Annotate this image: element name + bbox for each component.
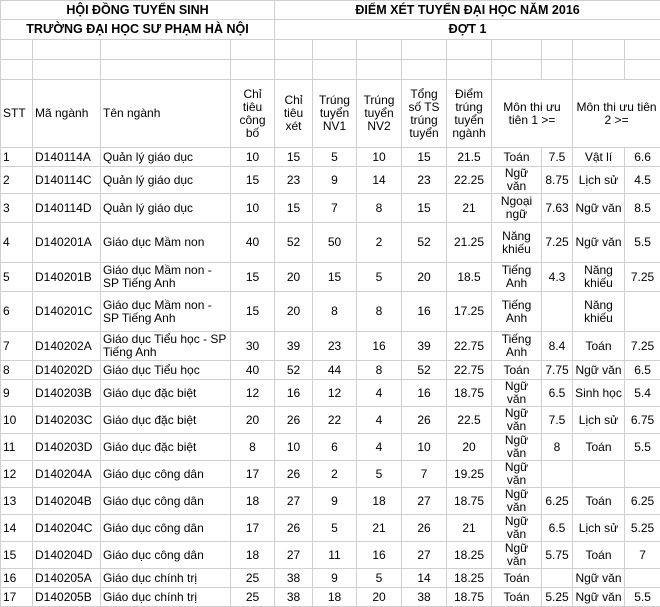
cell-priority-score-2 xyxy=(625,292,660,332)
cell-admitted-nv2: 18 xyxy=(357,488,402,515)
cell-priority-score-2: 7 xyxy=(625,542,660,569)
cell-quota-announced: 40 xyxy=(231,361,275,380)
cell-total-admitted: 26 xyxy=(402,407,447,434)
cell-code: D140202D xyxy=(33,361,101,380)
table-row xyxy=(1,407,660,434)
cell-name: Giáo dục công dân xyxy=(101,542,231,569)
cell-priority-subject-2: Ngữ văn xyxy=(573,569,625,588)
cell-total-admitted: 10 xyxy=(402,434,447,461)
table-row xyxy=(1,223,660,263)
cell-priority-subject-1: Năng khiếu xyxy=(492,223,542,263)
cell-priority-subject-1: Ngữ văn xyxy=(492,380,542,407)
cell-priority-score-1 xyxy=(542,461,573,488)
cell-total-admitted: 15 xyxy=(402,148,447,167)
cell-admitted-nv2: 16 xyxy=(357,542,402,569)
cell-priority-score-1: 5.25 xyxy=(542,588,573,607)
cell-total-admitted: 16 xyxy=(402,380,447,407)
col-header-total-admitted: Tổng số TS trúng tuyển xyxy=(402,80,447,148)
cell-name: Giáo dục chính trị xyxy=(101,588,231,607)
cell-name: Giáo dục công dân xyxy=(101,461,231,488)
cell-stt: 5 xyxy=(1,263,33,292)
cell-code: D140204C xyxy=(33,515,101,542)
cell-priority-subject-1: Tiếng Anh xyxy=(492,292,542,332)
table-row xyxy=(1,194,660,223)
cell-priority-score-1: 6.25 xyxy=(542,488,573,515)
cell-quota-announced: 18 xyxy=(231,488,275,515)
cell-quota-considered: 38 xyxy=(275,588,313,607)
cell-name: Giáo dục Mầm non xyxy=(101,223,231,263)
cell-stt: 16 xyxy=(1,569,33,588)
table-row xyxy=(1,332,660,361)
cell-code: D140203C xyxy=(33,407,101,434)
cell-priority-subject-1: Ngữ văn xyxy=(492,434,542,461)
cell-admitted-nv2: 8 xyxy=(357,361,402,380)
cell-priority-score-1: 8.75 xyxy=(542,167,573,194)
cell-priority-subject-2: Sinh học xyxy=(573,380,625,407)
cell-priority-subject-1: Toán xyxy=(492,569,542,588)
cell-priority-score-1: 4.3 xyxy=(542,263,573,292)
cell-code: D140202A xyxy=(33,332,101,361)
cell-priority-subject-1: Ngoại ngữ xyxy=(492,194,542,223)
cell-admitted-nv1: 9 xyxy=(313,569,357,588)
cell-priority-subject-2: Ngữ văn xyxy=(573,361,625,380)
cell-code: D140205B xyxy=(33,588,101,607)
cell-priority-score-1: 5.75 xyxy=(542,542,573,569)
cell-stt: 12 xyxy=(1,461,33,488)
cell-name: Giáo dục Mầm non - SP Tiếng Anh xyxy=(101,292,231,332)
cell-admission-score: 22.75 xyxy=(447,332,492,361)
cell-admission-score: 18.5 xyxy=(447,263,492,292)
cell-name: Giáo dục Mầm non - SP Tiếng Anh xyxy=(101,263,231,292)
column-header-row xyxy=(1,80,660,148)
cell-admitted-nv2: 21 xyxy=(357,515,402,542)
cell-priority-score-1: 7.5 xyxy=(542,407,573,434)
cell-quota-considered: 20 xyxy=(275,292,313,332)
cell-name: Quản lý giáo dục xyxy=(101,194,231,223)
cell-name: Giáo dục đặc biệt xyxy=(101,380,231,407)
cell-admitted-nv2: 4 xyxy=(357,434,402,461)
cell-priority-score-1: 6.5 xyxy=(542,515,573,542)
cell-quota-considered: 38 xyxy=(275,569,313,588)
cell-stt: 15 xyxy=(1,542,33,569)
cell-total-admitted: 39 xyxy=(402,332,447,361)
cell-priority-subject-1: Toán xyxy=(492,148,542,167)
cell-stt: 7 xyxy=(1,332,33,361)
cell-priority-score-1: 8.4 xyxy=(542,332,573,361)
cell-quota-announced: 17 xyxy=(231,461,275,488)
table-row xyxy=(1,148,660,167)
cell-admitted-nv1: 6 xyxy=(313,434,357,461)
cell-admitted-nv1: 12 xyxy=(313,380,357,407)
cell-admission-score: 19.25 xyxy=(447,461,492,488)
cell-priority-subject-2: Lịch sử xyxy=(573,167,625,194)
cell-stt: 9 xyxy=(1,380,33,407)
cell-admitted-nv2: 5 xyxy=(357,569,402,588)
cell-quota-announced: 10 xyxy=(231,148,275,167)
cell-total-admitted: 27 xyxy=(402,542,447,569)
cell-admission-score: 18.75 xyxy=(447,588,492,607)
cell-quota-announced: 18 xyxy=(231,542,275,569)
table-row xyxy=(1,488,660,515)
cell-name: Giáo dục công dân xyxy=(101,488,231,515)
cell-name: Quản lý giáo dục xyxy=(101,148,231,167)
header-title: ĐIỂM XÉT TUYỂN ĐẠI HỌC NĂM 2016 xyxy=(275,1,660,20)
col-header-priority-subject-2: Môn thi ưu tiên 2 >= xyxy=(573,80,660,148)
cell-code: D140114A xyxy=(33,148,101,167)
cell-priority-subject-1: Toán xyxy=(492,588,542,607)
cell-priority-subject-2: Ngữ văn xyxy=(573,588,625,607)
cell-admitted-nv1: 5 xyxy=(313,515,357,542)
cell-stt: 11 xyxy=(1,434,33,461)
cell-priority-subject-2 xyxy=(573,461,625,488)
cell-priority-subject-2: Lịch sử xyxy=(573,407,625,434)
cell-priority-subject-2: Năng khiếu xyxy=(573,292,625,332)
cell-admitted-nv1: 9 xyxy=(313,167,357,194)
cell-priority-score-1: 6.5 xyxy=(542,380,573,407)
cell-quota-announced: 10 xyxy=(231,194,275,223)
cell-quota-considered: 23 xyxy=(275,167,313,194)
cell-admitted-nv1: 2 xyxy=(313,461,357,488)
cell-priority-subject-1: Ngữ văn xyxy=(492,488,542,515)
cell-admission-score: 18.75 xyxy=(447,380,492,407)
cell-total-admitted: 7 xyxy=(402,461,447,488)
cell-admitted-nv2: 2 xyxy=(357,223,402,263)
cell-priority-score-2: 4.5 xyxy=(625,167,660,194)
cell-name: Giáo dục chính trị xyxy=(101,569,231,588)
cell-priority-score-2: 5.4 xyxy=(625,380,660,407)
cell-quota-announced: 30 xyxy=(231,332,275,361)
table-row xyxy=(1,292,660,332)
col-header-admitted-nv1: Trúng tuyển NV1 xyxy=(313,80,357,148)
cell-quota-announced: 17 xyxy=(231,515,275,542)
cell-quota-announced: 8 xyxy=(231,434,275,461)
cell-stt: 1 xyxy=(1,148,33,167)
cell-quota-announced: 20 xyxy=(231,407,275,434)
col-header-priority-subject-1: Môn thi ưu tiên 1 >= xyxy=(492,80,573,148)
cell-admitted-nv1: 5 xyxy=(313,148,357,167)
cell-code: D140114D xyxy=(33,194,101,223)
cell-priority-score-2: 7.25 xyxy=(625,332,660,361)
cell-total-admitted: 38 xyxy=(402,588,447,607)
cell-priority-score-1: 7.63 xyxy=(542,194,573,223)
table-row xyxy=(1,542,660,569)
cell-priority-subject-2: Toán xyxy=(573,542,625,569)
cell-total-admitted: 52 xyxy=(402,361,447,380)
cell-quota-announced: 15 xyxy=(231,263,275,292)
col-header-quota-considered: Chỉ tiêu xét xyxy=(275,80,313,148)
cell-admission-score: 21.25 xyxy=(447,223,492,263)
cell-quota-announced: 25 xyxy=(231,569,275,588)
cell-name: Giáo dục đặc biệt xyxy=(101,407,231,434)
cell-quota-considered: 15 xyxy=(275,148,313,167)
cell-admitted-nv2: 14 xyxy=(357,167,402,194)
cell-stt: 4 xyxy=(1,223,33,263)
cell-admission-score: 21 xyxy=(447,515,492,542)
cell-priority-score-1: 7.25 xyxy=(542,223,573,263)
cell-priority-subject-2: Toán xyxy=(573,332,625,361)
cell-admitted-nv2: 4 xyxy=(357,407,402,434)
cell-admitted-nv2: 8 xyxy=(357,194,402,223)
cell-priority-subject-2: Lịch sử xyxy=(573,515,625,542)
cell-name: Giáo dục đặc biệt xyxy=(101,434,231,461)
cell-quota-announced: 15 xyxy=(231,167,275,194)
table-row xyxy=(1,380,660,407)
cell-priority-score-2: 7.25 xyxy=(625,263,660,292)
cell-admission-score: 22.5 xyxy=(447,407,492,434)
table-row xyxy=(1,434,660,461)
cell-priority-subject-1: Tiếng Anh xyxy=(492,263,542,292)
cell-priority-score-2: 6.5 xyxy=(625,361,660,380)
col-header-code: Mã ngành xyxy=(33,80,101,148)
cell-admitted-nv1: 50 xyxy=(313,223,357,263)
cell-priority-score-2: 6.25 xyxy=(625,488,660,515)
cell-admission-score: 18.75 xyxy=(447,488,492,515)
cell-code: D140204B xyxy=(33,488,101,515)
table-row xyxy=(1,263,660,292)
cell-priority-subject-2: Toán xyxy=(573,488,625,515)
cell-priority-score-2: 5.5 xyxy=(625,588,660,607)
cell-priority-score-1: 8 xyxy=(542,434,573,461)
table-row xyxy=(1,461,660,488)
cell-total-admitted: 15 xyxy=(402,194,447,223)
header-round: ĐỢT 1 xyxy=(275,20,660,40)
cell-stt: 17 xyxy=(1,588,33,607)
cell-quota-considered: 52 xyxy=(275,361,313,380)
cell-total-admitted: 26 xyxy=(402,515,447,542)
empty-row xyxy=(1,60,660,80)
cell-priority-subject-2: Toán xyxy=(573,434,625,461)
cell-total-admitted: 52 xyxy=(402,223,447,263)
cell-quota-considered: 15 xyxy=(275,194,313,223)
cell-priority-score-2: 5.5 xyxy=(625,434,660,461)
cell-stt: 2 xyxy=(1,167,33,194)
cell-admitted-nv2: 5 xyxy=(357,461,402,488)
cell-priority-subject-2: Ngữ văn xyxy=(573,194,625,223)
header-university: TRƯỜNG ĐẠI HỌC SƯ PHẠM HÀ NỘI xyxy=(1,20,275,40)
col-header-stt: STT xyxy=(1,80,33,148)
cell-total-admitted: 23 xyxy=(402,167,447,194)
col-header-quota-announced: Chỉ tiêu công bố xyxy=(231,80,275,148)
cell-code: D140201A xyxy=(33,223,101,263)
cell-name: Giáo dục Tiểu học - SP Tiếng Anh xyxy=(101,332,231,361)
cell-quota-considered: 16 xyxy=(275,380,313,407)
cell-admitted-nv1: 11 xyxy=(313,542,357,569)
cell-code: D140203D xyxy=(33,434,101,461)
cell-admitted-nv1: 23 xyxy=(313,332,357,361)
cell-priority-subject-1: Tiếng Anh xyxy=(492,332,542,361)
cell-priority-score-1 xyxy=(542,292,573,332)
cell-quota-announced: 12 xyxy=(231,380,275,407)
cell-admitted-nv1: 15 xyxy=(313,263,357,292)
cell-total-admitted: 14 xyxy=(402,569,447,588)
table-row xyxy=(1,569,660,588)
cell-code: D140201B xyxy=(33,263,101,292)
cell-quota-considered: 20 xyxy=(275,263,313,292)
col-header-admission-score: Điểm trúng tuyển ngành xyxy=(447,80,492,148)
cell-code: D140204A xyxy=(33,461,101,488)
cell-priority-subject-1: Ngữ văn xyxy=(492,407,542,434)
cell-quota-considered: 26 xyxy=(275,461,313,488)
header-council: HỘI ĐỒNG TUYỂN SINH xyxy=(1,1,275,20)
cell-code: D140205A xyxy=(33,569,101,588)
table-row xyxy=(1,361,660,380)
cell-code: D140114C xyxy=(33,167,101,194)
cell-admitted-nv2: 20 xyxy=(357,588,402,607)
table-row xyxy=(1,515,660,542)
cell-quota-considered: 27 xyxy=(275,488,313,515)
cell-admitted-nv2: 4 xyxy=(357,380,402,407)
empty-row xyxy=(1,40,660,60)
cell-priority-subject-2: Vật lí xyxy=(573,148,625,167)
table-row xyxy=(1,588,660,607)
cell-admission-score: 22.25 xyxy=(447,167,492,194)
cell-total-admitted: 16 xyxy=(402,292,447,332)
cell-priority-subject-2: Năng khiếu xyxy=(573,263,625,292)
cell-admitted-nv1: 18 xyxy=(313,588,357,607)
cell-admission-score: 21.5 xyxy=(447,148,492,167)
cell-code: D140201C xyxy=(33,292,101,332)
cell-admission-score: 18.25 xyxy=(447,542,492,569)
cell-code: D140203B xyxy=(33,380,101,407)
cell-priority-subject-1: Ngữ văn xyxy=(492,515,542,542)
cell-stt: 14 xyxy=(1,515,33,542)
cell-admission-score: 20 xyxy=(447,434,492,461)
cell-priority-score-2: 6.75 xyxy=(625,407,660,434)
table-row xyxy=(1,167,660,194)
cell-stt: 8 xyxy=(1,361,33,380)
cell-priority-subject-1: Ngữ văn xyxy=(492,461,542,488)
cell-code: D140204D xyxy=(33,542,101,569)
cell-quota-considered: 39 xyxy=(275,332,313,361)
cell-quota-considered: 26 xyxy=(275,515,313,542)
col-header-name: Tên ngành xyxy=(101,80,231,148)
cell-priority-subject-1: Ngữ văn xyxy=(492,167,542,194)
cell-priority-score-1: 7.75 xyxy=(542,361,573,380)
cell-quota-announced: 40 xyxy=(231,223,275,263)
cell-stt: 3 xyxy=(1,194,33,223)
cell-quota-considered: 10 xyxy=(275,434,313,461)
cell-name: Giáo dục công dân xyxy=(101,515,231,542)
cell-priority-score-2 xyxy=(625,569,660,588)
cell-priority-score-2 xyxy=(625,461,660,488)
cell-stt: 10 xyxy=(1,407,33,434)
cell-admitted-nv1: 9 xyxy=(313,488,357,515)
cell-admitted-nv2: 16 xyxy=(357,332,402,361)
cell-admission-score: 17.25 xyxy=(447,292,492,332)
cell-admitted-nv1: 22 xyxy=(313,407,357,434)
cell-priority-subject-1: Ngữ văn xyxy=(492,542,542,569)
cell-quota-announced: 15 xyxy=(231,292,275,332)
cell-admission-score: 21 xyxy=(447,194,492,223)
cell-quota-considered: 52 xyxy=(275,223,313,263)
cell-admitted-nv1: 44 xyxy=(313,361,357,380)
cell-total-admitted: 27 xyxy=(402,488,447,515)
cell-total-admitted: 20 xyxy=(402,263,447,292)
cell-name: Giáo dục Tiểu học xyxy=(101,361,231,380)
cell-quota-considered: 26 xyxy=(275,407,313,434)
cell-admission-score: 22.75 xyxy=(447,361,492,380)
cell-admitted-nv2: 5 xyxy=(357,263,402,292)
cell-priority-score-2: 5.25 xyxy=(625,515,660,542)
cell-priority-subject-1: Toán xyxy=(492,361,542,380)
cell-stt: 13 xyxy=(1,488,33,515)
cell-priority-score-2: 5.5 xyxy=(625,223,660,263)
cell-priority-score-1: 7.5 xyxy=(542,148,573,167)
cell-admitted-nv2: 8 xyxy=(357,292,402,332)
cell-admission-score: 18.25 xyxy=(447,569,492,588)
cell-quota-announced: 25 xyxy=(231,588,275,607)
cell-admitted-nv2: 10 xyxy=(357,148,402,167)
cell-stt: 6 xyxy=(1,292,33,332)
cell-priority-score-2: 8.5 xyxy=(625,194,660,223)
cell-priority-subject-2: Ngữ văn xyxy=(573,223,625,263)
col-header-admitted-nv2: Trúng tuyển NV2 xyxy=(357,80,402,148)
cell-admitted-nv1: 8 xyxy=(313,292,357,332)
cell-quota-considered: 27 xyxy=(275,542,313,569)
cell-priority-score-1 xyxy=(542,569,573,588)
cell-admitted-nv1: 7 xyxy=(313,194,357,223)
cell-name: Quản lý giáo dục xyxy=(101,167,231,194)
cell-priority-score-2: 6.6 xyxy=(625,148,660,167)
